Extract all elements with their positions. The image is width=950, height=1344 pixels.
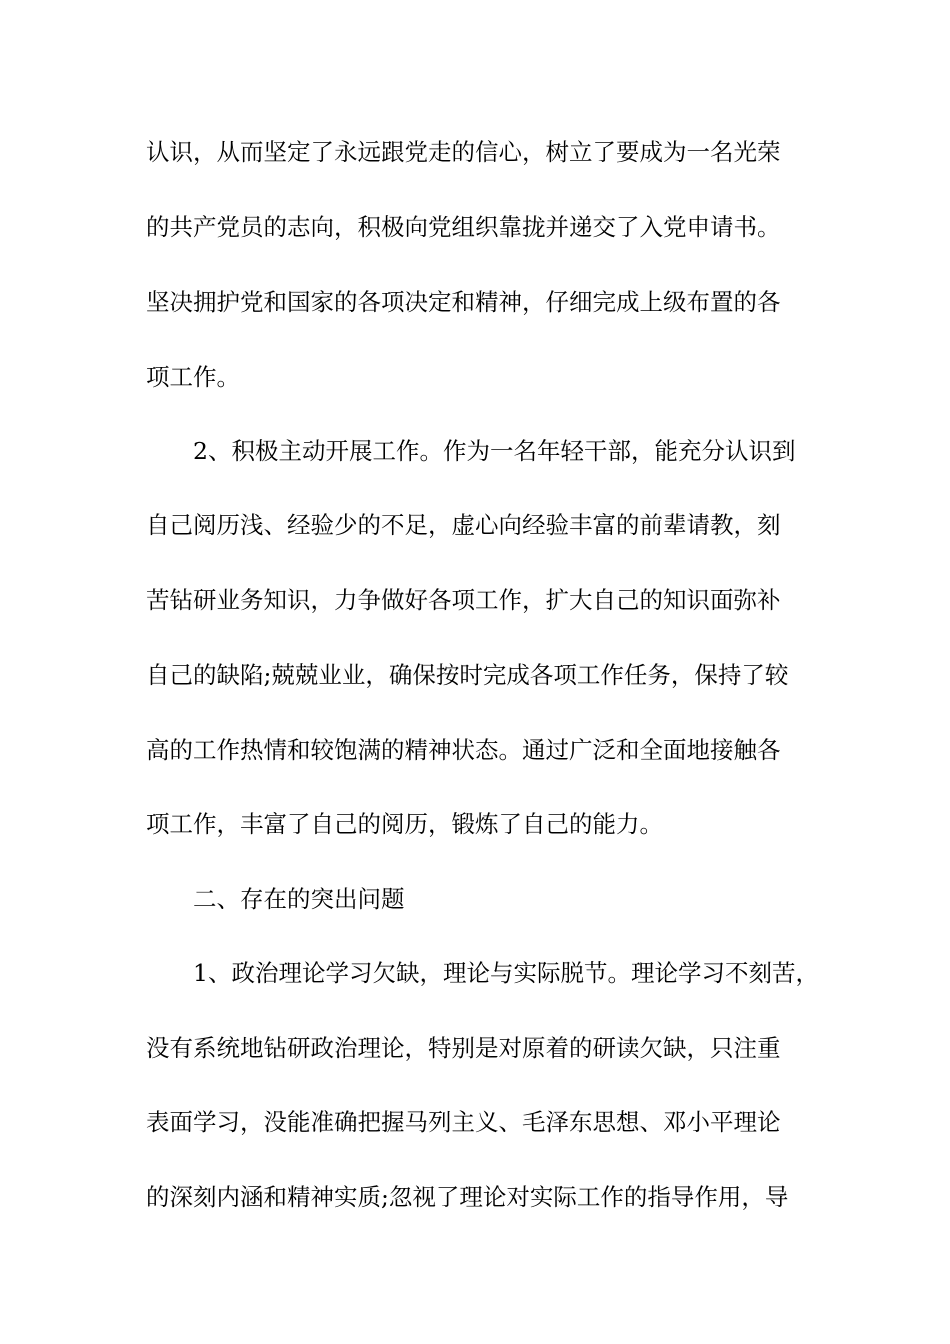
text-line: 坚决拥护党和国家的各项决定和精神，仔细完成上级布置的各 (146, 288, 781, 316)
text-line: 自己的缺陷;兢兢业业，确保按时完成各项工作任务，保持了较 (146, 661, 789, 689)
section-heading: 二、存在的突出问题 (193, 885, 405, 913)
text-line: 的深刻内涵和精神实质;忽视了理论对实际工作的指导作用，导 (146, 1183, 789, 1211)
text-line: 认识，从而坚定了永远跟党走的信心，树立了要成为一名光荣 (146, 138, 781, 166)
text-line: 自己阅历浅、经验少的不足，虚心向经验丰富的前辈请教，刻 (146, 511, 781, 539)
text-line: 项工作，丰富了自己的阅历，锻炼了自己的能力。 (146, 810, 663, 838)
text-line: 高的工作热情和较饱满的精神状态。通过广泛和全面地接触各 (146, 736, 781, 764)
text-line: 苦钻研业务知识，力争做好各项工作，扩大自己的知识面弥补 (146, 586, 781, 614)
paragraph-start-line: 1、政治理论学习欠缺，理论与实际脱节。理论学习不刻苦， (193, 959, 819, 987)
text-line: 的共产党员的志向，积极向党组织靠拢并递交了入党申请书。 (146, 213, 781, 241)
text-line: 项工作。 (146, 363, 240, 391)
paragraph-start-line: 2、积极主动开展工作。作为一名年轻干部，能充分认识到 (193, 437, 796, 465)
text-line: 没有系统地钻研政治理论，特别是对原着的研读欠缺，只注重 (146, 1034, 781, 1062)
text-line: 表面学习，没能准确把握马列主义、毛泽东思想、邓小平理论 (146, 1108, 781, 1136)
